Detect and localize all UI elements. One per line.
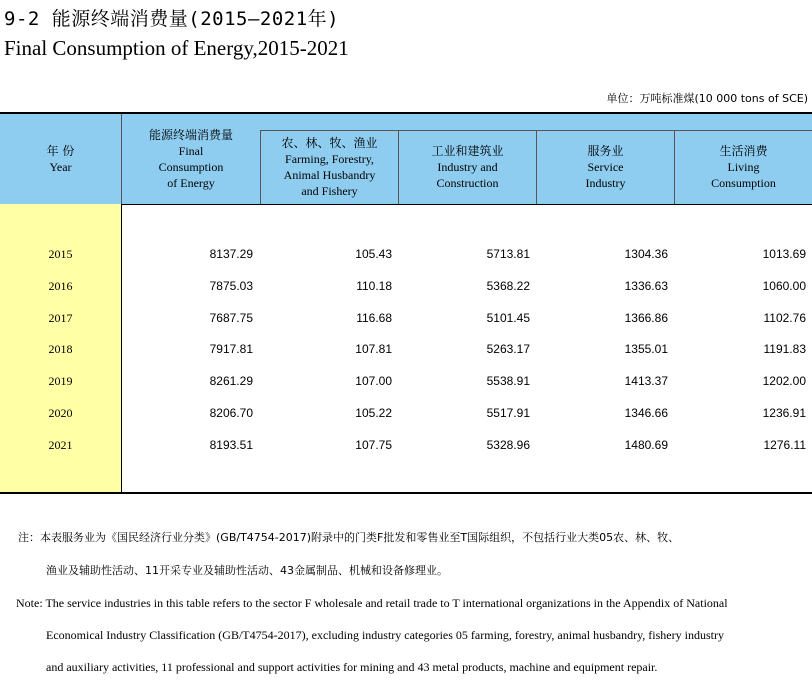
value-cell: 116.68 (356, 310, 392, 325)
table-row (0, 302, 812, 334)
header-year-en: Year (49, 160, 72, 174)
header-industry-en-2: Construction (436, 176, 499, 190)
header-year-cn: 年 份 (46, 144, 75, 158)
header-living-cn: 生活消费 (719, 144, 768, 158)
header-year (0, 114, 122, 204)
page-title-en: Final Consumption of Energy,2015-2021 (4, 36, 349, 60)
header-living-en-2: Consumption (711, 176, 776, 190)
header-service-en-2: Industry (585, 176, 626, 190)
header-final-consumption (122, 114, 260, 204)
value-cell: 5538.91 (486, 374, 530, 389)
data-table (0, 112, 812, 494)
value-cell: 8206.70 (209, 406, 253, 420)
year-cell: 2017 (48, 310, 73, 325)
year-cell: 2016 (48, 278, 73, 293)
value-cell: 5368.22 (486, 278, 530, 293)
value-cell: 5713.81 (486, 247, 530, 261)
header-final-consumption-cn: 能源终端消费量 (148, 128, 233, 142)
header-industry-cn: 工业和建筑业 (431, 144, 504, 158)
value-cell: 5263.17 (486, 342, 530, 357)
value-cell: 1366.86 (624, 310, 668, 325)
unit-label: 单位：万吨标准煤(10 000 tons of SCE) (606, 92, 808, 105)
value-cell: 1304.36 (624, 247, 668, 261)
note-en-line-1: Note: The service industries in this table refers to the sector F wholesale and retail trade to T international organizations in the Appendix of National (16, 596, 728, 610)
year-cell: 2015 (48, 247, 73, 261)
header-living-en-1: Living (727, 160, 760, 174)
value-cell: 1346.66 (624, 406, 668, 420)
table-row (0, 333, 812, 365)
value-cell: 1236.91 (762, 406, 806, 420)
value-cell: 5101.45 (486, 310, 530, 325)
value-cell: 107.81 (355, 342, 392, 357)
value-cell: 1191.83 (763, 342, 806, 357)
table-header (0, 114, 812, 205)
year-cell: 2019 (48, 374, 73, 389)
value-cell: 1013.69 (762, 247, 806, 261)
value-cell: 107.75 (355, 437, 392, 452)
year-cell: 2021 (48, 437, 73, 452)
header-service-en-1: Service (587, 160, 624, 174)
value-cell: 1102.76 (763, 310, 806, 325)
value-cell: 1202.00 (762, 374, 806, 389)
header-farming-en-1: Farming, Forestry, (285, 152, 374, 166)
value-cell: 110.18 (356, 278, 392, 293)
value-cell: 8137.29 (209, 247, 253, 261)
table-row (0, 365, 812, 397)
header-service (536, 130, 674, 204)
header-service-cn: 服务业 (587, 144, 624, 158)
page-title-cn: 9-2 能源终端消费量(2015—2021年) (4, 8, 340, 30)
note-en-line-2: Economical Industry Classification (GB/T4754-2017), excluding industry categories 05 farming, forestry, animal husbandry, fishery industry (46, 628, 724, 642)
year-cell: 2020 (48, 406, 73, 420)
value-cell: 8193.51 (209, 437, 253, 452)
value-cell: 1276.11 (763, 437, 806, 452)
value-cell: 5517.91 (486, 406, 530, 420)
table-row (0, 270, 812, 302)
value-cell: 8261.29 (209, 374, 253, 389)
header-industry-en-1: Industry and (437, 160, 498, 174)
note-cn-line-1: 注：本表服务业为《国民经济行业分类》(GB/T4754-2017)附录中的门类F批发和零售业至T国际组织，不包括行业大类05农、林、牧、 (18, 531, 680, 544)
value-cell: 1355.01 (624, 342, 668, 357)
value-cell: 1060.00 (762, 278, 806, 293)
value-cell: 107.00 (355, 374, 392, 389)
value-cell: 1413.37 (624, 374, 668, 389)
value-cell: 1480.69 (624, 437, 668, 452)
header-farming-en-2: Animal Husbandry (283, 168, 376, 182)
table-row (0, 238, 812, 270)
year-cell: 2018 (48, 342, 73, 357)
header-industry (398, 130, 536, 204)
header-living (674, 130, 812, 204)
note-en-line-3: and auxiliary activities, 11 professional and support activities for mining and 43 metal products, machine and equipment repair. (46, 660, 658, 674)
table-row (0, 429, 812, 461)
value-cell: 105.22 (355, 406, 392, 420)
value-cell: 5328.96 (486, 437, 530, 452)
header-farming-cn: 农、林、牧、渔业 (281, 136, 378, 150)
value-cell: 7917.81 (209, 342, 253, 357)
note-cn-line-2: 渔业及辅助性活动、11开采专业及辅助性活动、43金属制品、机械和设备修理业。 (46, 564, 448, 577)
value-cell: 7875.03 (209, 278, 253, 293)
table-row (0, 397, 812, 429)
value-cell: 7687.75 (209, 310, 253, 325)
header-final-consumption-en-2: Consumption (158, 160, 224, 174)
value-cell: 105.43 (355, 247, 392, 261)
header-final-consumption-en-3: of Energy (167, 176, 215, 190)
header-farming-en-3: and Fishery (301, 184, 358, 198)
header-final-consumption-en-1: Final (178, 144, 204, 158)
header-farming (260, 130, 398, 204)
value-cell: 1336.63 (624, 278, 668, 293)
